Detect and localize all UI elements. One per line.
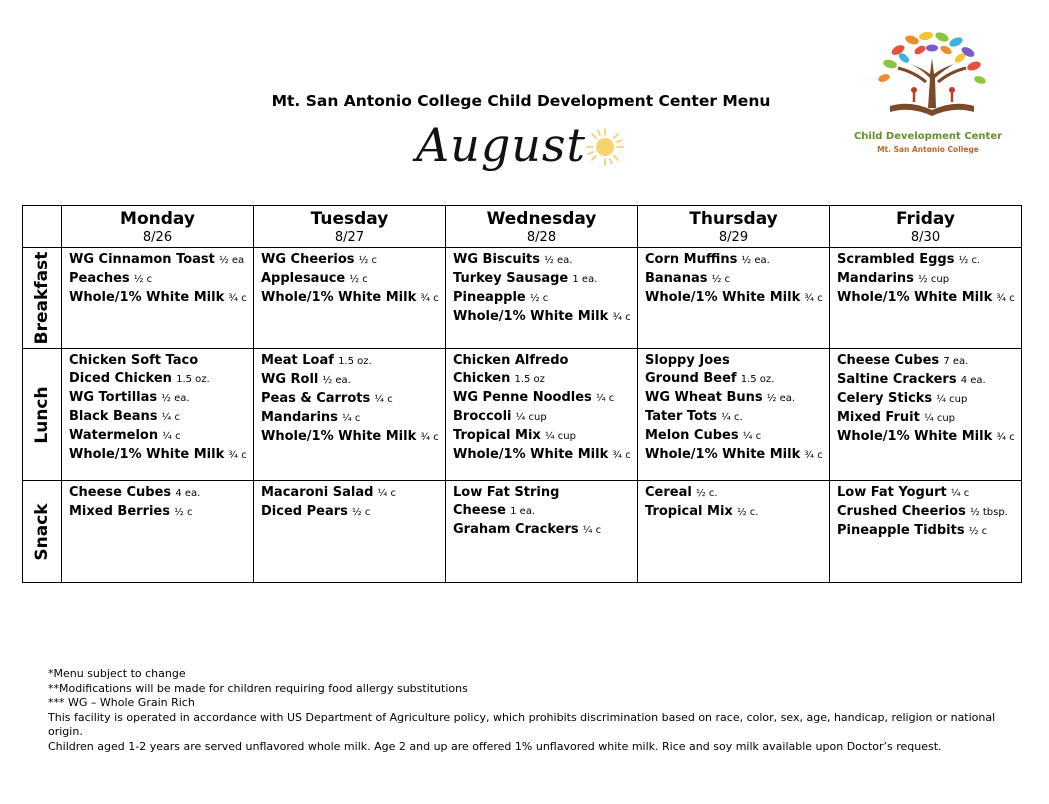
food-name: Whole/1% White Milk [645,290,801,305]
menu-item [453,502,633,521]
menu-cell [830,481,1022,583]
menu-item [645,484,825,503]
menu-item [69,352,249,370]
footnotes [48,667,1008,754]
food-quantity: ½ c. [695,488,718,499]
menu-item [645,270,825,289]
food-name: Chicken Alfredo [453,353,569,368]
food-name: WG Tortillas [69,390,158,405]
food-quantity: ¾ c [228,293,247,304]
menu-item [645,389,825,408]
menu-item [69,427,249,446]
food-quantity: ½ ea. [766,393,796,404]
food-quantity: 1 ea. [510,506,536,517]
day-name: Thursday [689,209,778,229]
food-name: Diced Pears [261,504,348,519]
menu-item [261,390,441,409]
food-name: Ground Beef [645,371,737,386]
food-quantity: ½ ea. [544,255,573,266]
menu-item [453,484,633,502]
menu-cell [254,481,446,583]
menu-item [453,446,633,465]
menu-item [453,251,633,270]
food-name: Watermelon [69,428,159,443]
menu-item [837,409,1017,428]
day-header-wednesday [446,206,638,248]
food-quantity: ½ ea. [161,393,190,404]
menu-item [69,251,249,270]
food-quantity: ¼ c [377,488,396,499]
food-name: Whole/1% White Milk [261,429,417,444]
menu-item [69,270,249,289]
menu-cell [638,248,830,349]
menu-item [261,352,441,371]
food-name: WG Biscuits [453,252,541,267]
food-name: Low Fat String [453,485,560,500]
food-name: Applesauce [261,271,346,286]
day-header-monday [62,206,254,248]
food-quantity: ½ ea [219,255,245,266]
menu-item [69,484,249,503]
footnote: This facility is operated in accordance with US Department of Agriculture policy, which prohibits discrimination based on race, color, sex, age, handicap, religion or national origin. [48,710,996,738]
food-name: Mixed Berries [69,504,170,519]
logo-name: Child Development Center [853,131,1003,142]
meal-label: Lunch [32,385,52,444]
food-quantity: ¾ c [996,293,1015,304]
food-quantity: ¼ c. [721,412,743,423]
food-quantity: ¼ c [162,431,181,442]
food-quantity: ¼ cup [936,394,968,405]
day-date: 8/26 [142,230,173,245]
menu-item [453,427,633,446]
food-name: Whole/1% White Milk [645,447,801,462]
food-name: Crushed Cheerios [837,504,966,519]
food-name: Scrambled Eggs [837,252,955,267]
food-name: Chicken [453,371,511,386]
menu-item [837,270,1017,289]
menu-item [69,503,249,522]
menu-item [69,370,249,389]
day-header-row [23,206,1022,248]
menu-item [645,251,825,270]
food-quantity: ¾ c [612,312,631,323]
food-name: Pineapple Tidbits [837,523,965,538]
food-quantity: 4 ea. [960,375,986,386]
food-quantity: 1.5 oz [514,374,545,385]
menu-item [453,308,633,327]
day-name: Monday [120,209,195,229]
footnote: *** WG – Whole Grain Rich [48,696,195,709]
menu-item [453,521,633,540]
day-name: Tuesday [310,209,389,229]
food-name: Whole/1% White Milk [261,290,417,305]
sun-icon [585,127,625,167]
meal-label: Snack [32,502,52,561]
menu-cell [830,349,1022,481]
food-name: Turkey Sausage [453,271,569,286]
food-name: Cheese Cubes [69,485,172,500]
food-quantity: ¼ c [595,393,615,404]
menu-item [645,446,825,465]
menu-item [453,370,633,389]
menu-item [837,428,1017,447]
menu-item [453,270,633,289]
menu-item [69,289,249,308]
menu-cell [830,248,1022,349]
corner-cell [23,206,62,248]
food-quantity: ¼ cup [515,412,547,423]
food-quantity: ½ tbsp. [969,507,1008,518]
footnote: Children aged 1-2 years are served unflavored whole milk. Age 2 and up are offered 1% unflavored white milk. Rice and soy milk available upon Doctor’s request. [48,739,942,753]
food-name: Diced Chicken [69,371,172,386]
menu-item [645,289,825,308]
menu-cell [62,248,254,349]
food-quantity: 1.5 oz. [176,374,210,385]
food-quantity: ½ c [352,507,371,518]
meal-row-lunch [23,349,1022,481]
food-name: WG Wheat Buns [645,390,763,405]
menu-cell [62,349,254,481]
food-name: WG Cheerios [261,252,355,267]
food-name: Pineapple [453,290,526,305]
day-date: 8/30 [910,230,941,245]
food-name: Mandarins [261,410,338,425]
food-name: Saltine Crackers [837,372,957,387]
food-quantity: ¼ c [582,525,602,536]
food-quantity: ¾ c [420,432,439,443]
food-quantity: ½ c [968,526,988,537]
food-name: Tater Tots [645,409,717,424]
food-name: Chicken Soft Taco [69,353,199,368]
food-name: Celery Sticks [837,391,933,406]
menu-item [645,352,825,370]
day-date: 8/28 [526,230,557,245]
menu-item [645,427,825,446]
food-quantity: 7 ea. [943,356,969,367]
food-quantity: ¼ c [742,431,762,442]
food-quantity: ½ c [358,255,378,266]
menu-item [261,428,441,447]
food-quantity: ¾ c [228,450,247,461]
day-header-thursday [638,206,830,248]
food-name: Mixed Fruit [837,410,920,425]
food-name: Whole/1% White Milk [69,447,225,462]
menu-item [261,503,441,522]
day-header-friday [830,206,1022,248]
food-quantity: ½ c [349,274,368,285]
footnote: *Menu subject to change [48,667,186,680]
child-development-center-logo [862,28,1002,128]
food-name: Melon Cubes [645,428,739,443]
menu-item [645,408,825,427]
menu-item [837,390,1017,409]
menu-item [261,371,441,390]
food-name: Bananas [645,271,708,286]
menu-cell [446,349,638,481]
meal-label: Breakfast [32,251,52,345]
food-name: Tropical Mix [645,504,733,519]
food-name: Whole/1% White Milk [837,429,993,444]
menu-item [837,522,1017,541]
menu-item [453,389,633,408]
meal-label-cell [23,248,62,349]
menu-cell [446,481,638,583]
food-name: Whole/1% White Milk [69,290,225,305]
meal-label-cell [23,349,62,481]
menu-cell [638,481,830,583]
menu-item [837,352,1017,371]
food-quantity: ½ c. [736,507,759,518]
food-quantity: ¾ c [996,432,1015,443]
food-name: Sloppy Joes [645,353,730,368]
food-quantity: 1.5 oz. [338,356,372,367]
day-name: Friday [896,209,955,229]
menu-item [69,389,249,408]
menu-cell [254,248,446,349]
day-name: Wednesday [486,209,597,229]
food-quantity: ¼ cup [544,431,576,442]
food-name: Whole/1% White Milk [453,309,609,324]
food-quantity: ½ c [133,274,153,285]
food-quantity: ¾ c [804,293,823,304]
food-name: Macaroni Salad [261,485,374,500]
food-name: Low Fat Yogurt [837,485,947,500]
menu-cell [446,248,638,349]
food-name: Broccoli [453,409,512,424]
food-name: Peas & Carrots [261,391,371,406]
food-quantity: ½ ea. [322,375,351,386]
food-name: Mandarins [837,271,914,286]
food-quantity: 4 ea. [175,488,201,499]
food-quantity: ¼ c [950,488,970,499]
menu-item [837,251,1017,270]
food-quantity: ¼ c [161,412,181,423]
food-quantity: ¼ cup [923,413,956,424]
menu-cell [638,349,830,481]
food-name: Black Beans [69,409,158,424]
menu-item [453,289,633,308]
food-name: WG Penne Noodles [453,390,592,405]
menu-item [261,409,441,428]
food-quantity: ½ ea. [741,255,770,266]
menu-item [261,289,441,308]
food-name: WG Roll [261,372,319,387]
food-name: Cheese [453,503,506,518]
menu-item [453,352,633,370]
food-name: Corn Muffins [645,252,738,267]
menu-item [837,371,1017,390]
food-name: Meat Loaf [261,353,334,368]
menu-item [837,503,1017,522]
food-quantity: ½ c [529,293,549,304]
food-name: Cheese Cubes [837,353,940,368]
food-quantity: ½ cup [918,274,950,285]
food-quantity: ¾ c [612,450,631,461]
day-header-tuesday [254,206,446,248]
food-name: Tropical Mix [453,428,541,443]
food-name: Whole/1% White Milk [837,290,993,305]
menu-cell [62,481,254,583]
logo-subtitle: Mt. San Antonio College [877,145,979,154]
food-quantity: 1.5 oz. [740,374,775,385]
menu-cell [254,349,446,481]
food-quantity: 1 ea. [572,274,598,285]
menu-item [261,484,441,503]
food-quantity: ¼ c [374,394,393,405]
month-heading: August [416,118,587,172]
meal-row-breakfast [23,248,1022,349]
food-quantity: ½ c [711,274,730,285]
menu-item [69,408,249,427]
menu-item [645,370,825,389]
day-date: 8/27 [334,230,365,245]
food-quantity: ½ c [174,507,193,518]
food-quantity: ½ c. [958,255,981,266]
meal-label-cell [23,481,62,583]
food-name: Graham Crackers [453,522,579,537]
menu-item [261,251,441,270]
footnote: **Modifications will be made for children requiring food allergy substitutions [48,681,468,695]
menu-table [22,205,1022,583]
menu-item [645,503,825,522]
meal-row-snack [23,481,1022,583]
menu-item [453,408,633,427]
food-quantity: ¾ c [804,450,823,461]
food-name: Whole/1% White Milk [453,447,609,462]
menu-item [837,484,1017,503]
food-name: Peaches [69,271,130,286]
menu-item [261,270,441,289]
day-date: 8/29 [718,230,749,245]
food-name: WG Cinnamon Toast [69,252,215,267]
menu-item [69,446,249,465]
food-name: Cereal [645,485,692,500]
food-quantity: ¾ c [420,293,439,304]
page-title: Mt. San Antonio College Child Development Center Menu [271,92,771,110]
food-quantity: ¼ c [342,413,361,424]
menu-item [837,289,1017,308]
